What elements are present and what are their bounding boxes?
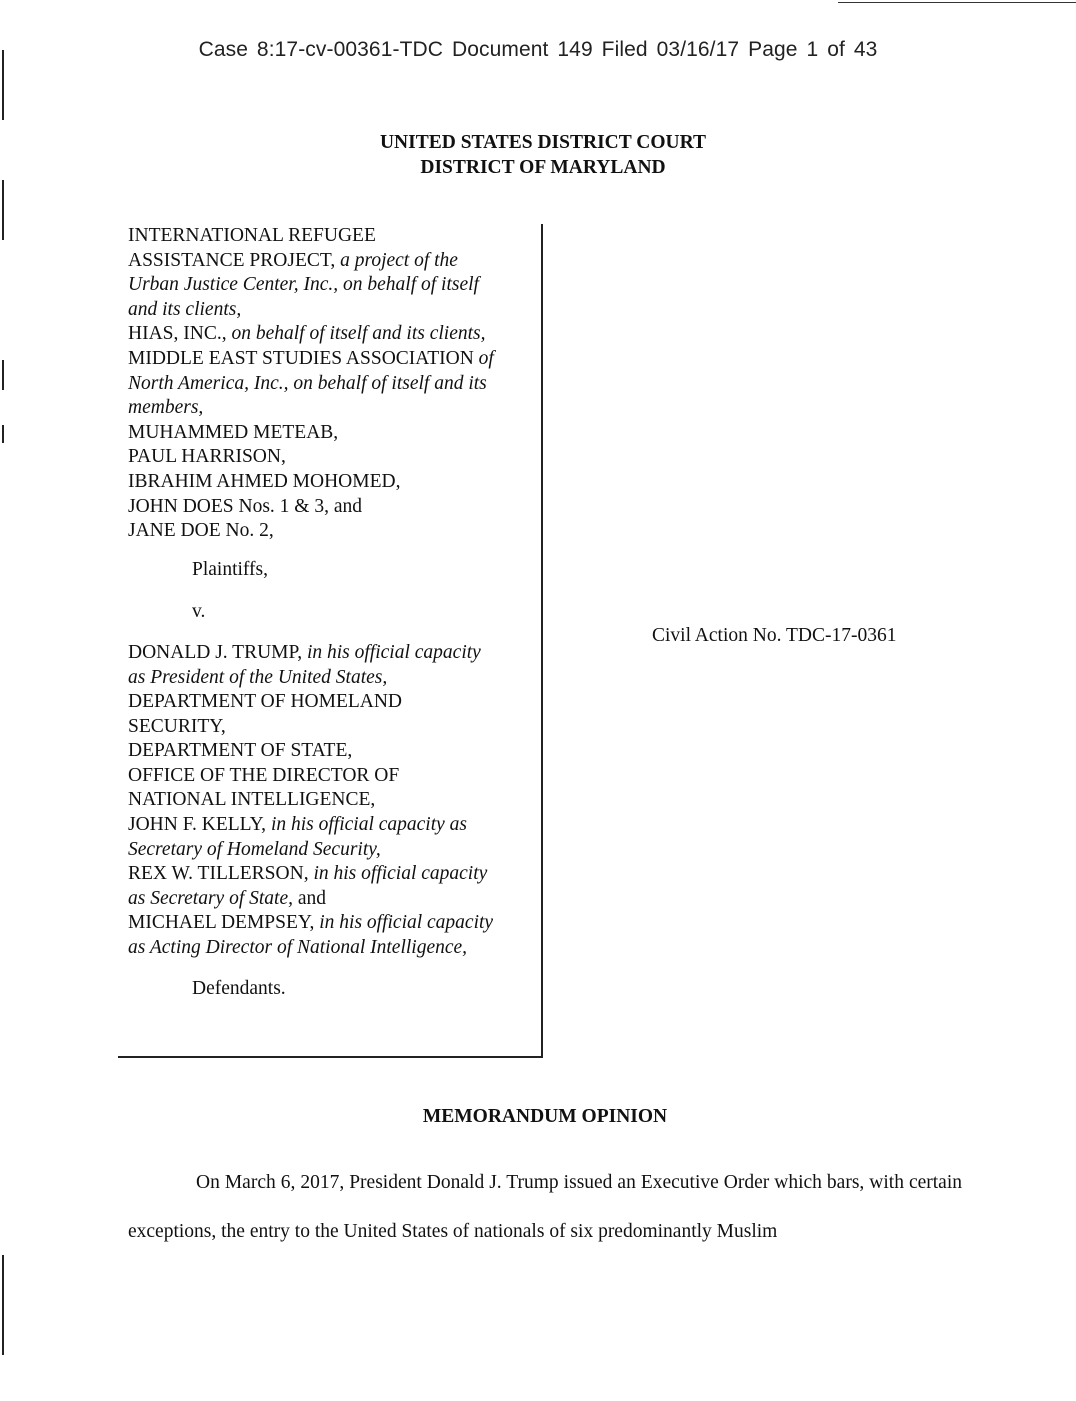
party-capacity: as Acting Director of National Intelligence, — [128, 937, 468, 959]
party-line — [128, 690, 540, 715]
party-line — [128, 298, 540, 323]
party-line — [128, 641, 540, 666]
party-capacity: North America, Inc., on behalf of itself and its — [128, 372, 487, 394]
party-line — [128, 445, 540, 470]
party-capacity: members, — [128, 397, 204, 419]
party-capacity: in his official capacity — [313, 863, 488, 885]
party-name: JANE DOE No. 2, — [128, 520, 274, 542]
defendants-block — [128, 641, 540, 961]
party-line — [128, 911, 540, 936]
caption-horizontal-rule — [118, 1056, 543, 1058]
party-name: PAUL HARRISON, — [128, 446, 286, 468]
party-capacity: in his official capacity — [306, 641, 481, 663]
scan-margin-mark — [2, 425, 4, 443]
party-line — [128, 495, 540, 520]
party-capacity: in his official capacity as — [270, 814, 467, 836]
party-name: SECURITY, — [128, 715, 226, 737]
scan-margin-mark — [2, 360, 4, 390]
party-line — [128, 273, 540, 298]
party-name: MIDDLE EAST STUDIES ASSOCIATION — [128, 347, 479, 369]
party-line — [128, 322, 540, 347]
party-line — [128, 887, 540, 912]
party-line — [128, 788, 540, 813]
party-name: HIAS, INC., — [128, 323, 232, 345]
court-district: DISTRICT OF MARYLAND — [420, 157, 666, 178]
party-name: INTERNATIONAL REFUGEE — [128, 225, 376, 246]
defendants-label: Defendants. — [192, 977, 286, 999]
party-name: ASSISTANCE PROJECT, — [128, 249, 341, 271]
party-line — [128, 715, 540, 740]
party-name: MUHAMMED METEAB, — [128, 421, 339, 443]
party-line — [128, 249, 540, 274]
party-line — [128, 347, 540, 372]
versus-label: v. — [192, 601, 206, 623]
scan-margin-mark — [2, 1255, 4, 1355]
party-line — [128, 936, 540, 961]
party-name: OFFICE OF THE DIRECTOR OF — [128, 764, 400, 786]
party-name: MICHAEL DEMPSEY, — [128, 912, 320, 934]
party-line — [128, 838, 540, 863]
party-capacity: a project of the — [340, 249, 458, 271]
plaintiffs-label: Plaintiffs, — [192, 558, 269, 580]
party-capacity: of — [478, 347, 494, 369]
party-name: DEPARTMENT OF HOMELAND — [128, 691, 403, 713]
scan-top-mark — [838, 2, 1076, 3]
party-name: NATIONAL INTELLIGENCE, — [128, 789, 376, 811]
scan-margin-mark — [2, 180, 4, 240]
case-caption-parties — [128, 224, 540, 1001]
plaintiffs-block — [128, 224, 540, 544]
party-conjunction: and — [293, 887, 327, 909]
party-line — [128, 666, 540, 691]
party-line — [128, 396, 540, 421]
scan-margin-mark — [2, 50, 4, 120]
party-name: JOHN DOES Nos. 1 & 3, and — [128, 495, 362, 517]
party-capacity: in his official capacity — [319, 912, 494, 934]
party-capacity: as Secretary of State, — [128, 887, 293, 909]
party-line — [128, 470, 540, 495]
party-capacity: as President of the United States, — [128, 666, 388, 688]
party-line — [128, 224, 540, 249]
party-name: REX W. TILLERSON, — [128, 863, 314, 885]
court-name: UNITED STATES DISTRICT COURT — [379, 132, 707, 153]
party-line — [128, 372, 540, 397]
caption-vertical-rule — [541, 224, 543, 1056]
party-capacity: and its clients, — [128, 298, 242, 320]
civil-action-number: Civil Action No. TDC-17-0361 — [652, 625, 897, 646]
opinion-paragraph: On March 6, 2017, President Donald J. Trump issued an Executive Order which bars, with certain exceptions, the entry to the United States of nationals of six predominantly Muslim — [128, 1172, 962, 1242]
party-line — [128, 862, 540, 887]
party-capacity: on behalf of itself and its clients, — [231, 323, 486, 345]
case-header: Case 8:17-cv-00361-TDC Document 149 Filed 03/16/17 Page 1 of 43 — [198, 38, 878, 61]
party-name: DEPARTMENT OF STATE, — [128, 740, 353, 762]
party-line — [128, 519, 540, 544]
party-line — [128, 764, 540, 789]
opinion-body — [128, 1158, 962, 1256]
party-name: IBRAHIM AHMED MOHOMED, — [128, 470, 401, 492]
memorandum-title: MEMORANDUM OPINION — [422, 1106, 668, 1127]
party-name: JOHN F. KELLY, — [128, 814, 271, 836]
party-name: DONALD J. TRUMP, — [128, 641, 307, 663]
party-line — [128, 813, 540, 838]
party-capacity: Urban Justice Center, Inc., on behalf of itself — [128, 274, 479, 296]
party-line — [128, 421, 540, 446]
party-capacity: Secretary of Homeland Security, — [128, 838, 381, 860]
party-line — [128, 739, 540, 764]
court-title — [0, 130, 1076, 180]
